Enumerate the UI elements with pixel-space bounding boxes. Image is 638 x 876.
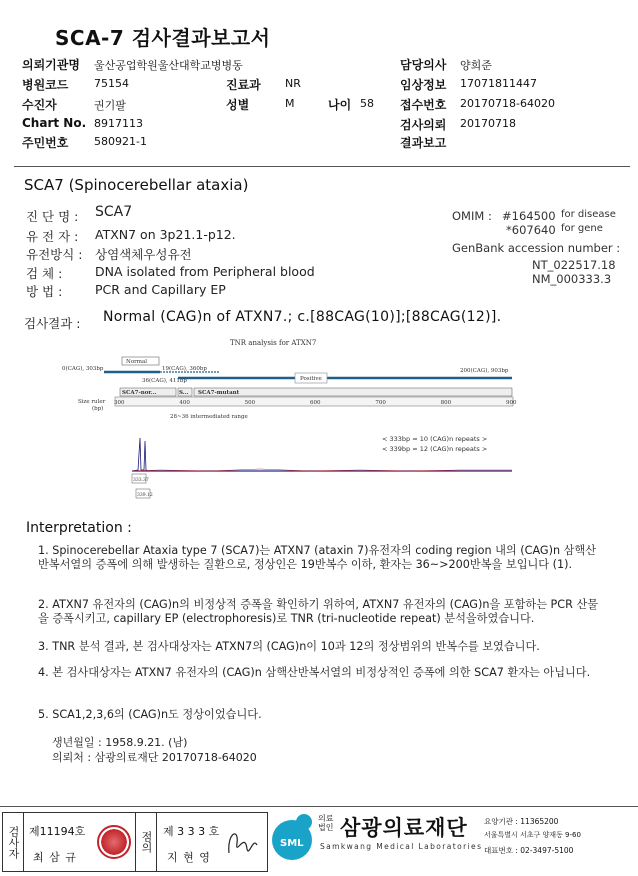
signature-boxes <box>2 812 268 872</box>
interpretation-para-4: 4. 본 검사대상자는 ATXN7 유전자의 (CAG)n 삼핵산반복서열의 비정상적인 증폭에 의한 SCA7 환자는 아닙니다. <box>38 666 591 679</box>
omim-label: OMIM : <box>452 209 492 223</box>
chart-no-value: 8917113 <box>94 117 143 130</box>
genbank-accession-1: NT_022517.18 <box>532 258 616 272</box>
tnr-analysis-figure <box>60 333 520 508</box>
inheritance-value: 상염색체우성유전 <box>95 247 192 262</box>
hospital-code-label: 병원코드 <box>22 78 69 92</box>
result-value: Normal (CAG)n of ATXN7.; c.[88CAG(10)];[88CAG(12)]. <box>103 309 502 325</box>
ruler-tick-900: 900 <box>506 400 517 406</box>
ruler-tick-700: 700 <box>375 400 386 406</box>
sex-value: M <box>285 97 295 110</box>
physician-name: 지 현 영 <box>167 851 211 864</box>
positive-label: Positive <box>300 376 322 382</box>
section-title: SCA7 (Spinocerebellar ataxia) <box>24 176 249 194</box>
age-label: 나이 <box>328 98 352 112</box>
bp-label: (bp) <box>92 406 104 412</box>
report-title: SCA-7 검사결과보고서 <box>55 26 271 50</box>
chart-no-label: Chart No. <box>22 116 87 130</box>
request-date-label: 검사의뢰 <box>400 118 447 132</box>
patient-label: 수진자 <box>22 98 57 112</box>
inheritance-label: 유전방식 : <box>26 247 83 262</box>
bin-box-3: SCA7-mutant <box>198 390 240 396</box>
footer-divider <box>0 806 638 807</box>
method-label: 방 법 : <box>26 284 63 299</box>
peak-2-label: 339.12 <box>137 493 153 498</box>
gene-value: ATXN7 on 3p21.1-p12. <box>95 227 236 242</box>
client-info: 의뢰처 : 삼광의료재단 20170718-64020 <box>52 751 257 764</box>
clinical-info-label: 임상정보 <box>400 78 447 92</box>
report-date-label: 결과보고 <box>400 136 447 150</box>
patient-value: 권기팔 <box>94 99 126 112</box>
gene-label: 유 전 자 : <box>26 229 79 244</box>
omim-gene-note: for gene <box>561 223 603 234</box>
hospital-label: 의뢰기관명 <box>22 58 80 72</box>
seal-stamp <box>97 825 131 859</box>
bin-box-1: SCA7-nor... <box>122 390 157 396</box>
physician-vertical-label: 점의 <box>135 813 157 871</box>
examiner-license: 제11194호 <box>29 825 86 838</box>
interpretation-para-1: 1. Spinocerebellar Ataxia type 7 (SCA7)는 ATXN7 (ataxin 7)유전자의 coding region 내의 (CAG)n 삼핵산 반복서열의 증폭에 의해 발생하는 질환으로, 정상인은 19반복수 이하, 환자는 36~>200반복을 보입니다 (1). <box>38 544 597 571</box>
receipt-no-value: 20170718-64020 <box>460 97 555 110</box>
org-type-2: 법인 <box>318 823 334 832</box>
signature-scribble <box>225 823 261 861</box>
interpretation-para-3: 3. TNR 분석 결과, 본 검사대상자는 ATXN7의 (CAG)n이 10과 12의 정상범위의 반복수를 보였습니다. <box>38 640 540 653</box>
label-0cag: 0(CAG), 303bp <box>62 366 104 372</box>
examiner-vertical-label: 검사자 <box>3 813 24 871</box>
interpretation-title: Interpretation : <box>26 520 132 536</box>
request-date-value: 20170718 <box>460 117 516 130</box>
org-address: 서울특별시 서초구 양재동 9-60 <box>484 831 581 839</box>
doctor-value: 양희준 <box>460 59 492 72</box>
diagnosis-label: 진 단 명 : <box>26 209 79 224</box>
bin-box-2: S... <box>179 390 189 396</box>
label-200cag: 200(CAG), 903bp <box>460 368 509 374</box>
diagnosis-value: SCA7 <box>95 204 133 220</box>
result-label: 검사결과 : <box>24 316 81 331</box>
omim-gene-id: *607640 <box>506 223 556 237</box>
label-36cag: 36(CAG), 411bp <box>142 378 187 384</box>
ruler-tick-500: 500 <box>244 400 256 406</box>
org-english-name: Samkwang Medical Laboratories <box>320 842 483 851</box>
interpretation-para-5: 5. SCA1,2,3,6의 (CAG)n도 정상이었습니다. <box>38 708 262 721</box>
resident-no-label: 주민번호 <box>22 136 69 150</box>
peak-1-label: 333.37 <box>133 478 149 483</box>
figure-title: TNR analysis for ATXN7 <box>230 339 317 347</box>
age-value: 58 <box>360 97 374 110</box>
specimen-value: DNA isolated from Peripheral blood <box>95 264 315 279</box>
resident-no-value: 580921-1 <box>94 135 147 148</box>
hospital-value: 울산공업학원울산대학교병병동 <box>94 59 243 72</box>
department-label: 진료과 <box>226 78 261 92</box>
clinical-info-value: 17071811447 <box>460 77 537 90</box>
physician-license: 제 3 3 3 호 <box>163 825 220 838</box>
normal-label: Normal <box>126 359 148 365</box>
interpretation-para-2: 2. ATXN7 유전자의 (CAG)n의 비정상적 증폭을 확인하기 위하여, ATXN7 유전자의 (CAG)n을 포함하는 PCR 산물을 증폭시키고, capillary EP (electrophoresis)로 TNR (tri-nucleotide repeat) 분석을하였습니다. <box>38 598 599 625</box>
genbank-accession-2: NM_000333.3 <box>532 272 612 286</box>
birth-date: 생년월일 : 1958.9.21. (남) <box>52 736 188 749</box>
ruler-tick-800: 800 <box>440 400 452 406</box>
hospital-code-value: 75154 <box>94 77 129 90</box>
ruler-tick-300: 300 <box>114 400 125 406</box>
org-name: 삼광의료재단 <box>340 816 468 840</box>
repeat-result-2: < 339bp = 12 (CAG)n repeats > <box>382 445 488 453</box>
repeat-result-1: < 333bp = 10 (CAG)n repeats > <box>382 435 488 443</box>
header-divider <box>14 166 630 167</box>
org-phone: 대표번호 : 02-3497-5100 <box>484 846 574 855</box>
department-value: NR <box>285 77 301 90</box>
allele-peaks <box>132 438 148 471</box>
omim-disease-note: for disease <box>561 209 616 220</box>
method-value: PCR and Capillary EP <box>95 282 226 297</box>
doctor-label: 담당의사 <box>400 58 447 72</box>
sex-label: 성별 <box>226 98 250 112</box>
receipt-no-label: 접수번호 <box>400 98 447 112</box>
examiner-name: 최 삼 규 <box>33 851 77 864</box>
specimen-label: 검 체 : <box>26 266 63 281</box>
org-type-1: 의료 <box>318 814 334 823</box>
intermediate-label: 28~36 intermediated range <box>170 414 248 420</box>
size-ruler-label: Size ruler <box>78 399 106 405</box>
genbank-label: GenBank accession number : <box>452 241 621 255</box>
ruler-tick-600: 600 <box>310 400 321 406</box>
sml-logo-icon <box>270 812 318 864</box>
label-19cag: 19(CAG), 360bp <box>162 366 207 372</box>
ruler-tick-400: 400 <box>179 400 190 406</box>
omim-disease-id: #164500 <box>502 209 556 223</box>
sml-text: SML <box>280 838 304 849</box>
org-code: 요양기관 : 11365200 <box>484 817 559 826</box>
